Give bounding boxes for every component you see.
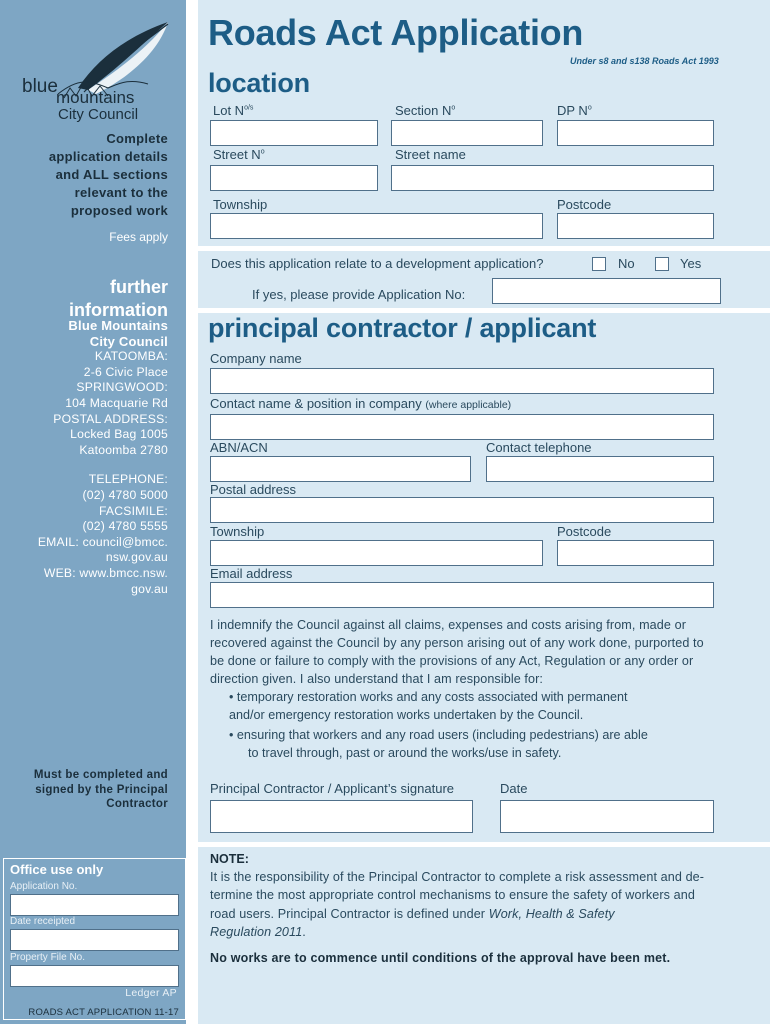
date-field[interactable] xyxy=(500,800,714,833)
must-complete-note xyxy=(3,768,168,812)
logo-line-2: mountains xyxy=(56,88,135,107)
da-app-no-label: If yes, please provide Application No: xyxy=(252,287,466,302)
note-text-part: road users. Principal Contractor is defined under xyxy=(210,906,489,921)
section-label xyxy=(395,103,455,118)
abn-field[interactable] xyxy=(210,456,471,482)
address-line: Locked Bag 1005 xyxy=(70,427,168,442)
bullet-line: and/or emergency restoration works undertaken by the Council. xyxy=(229,708,584,722)
contact-line: WEB: www.bmcc.nsw. xyxy=(43,565,168,580)
bullet-line: to travel through, past or around the works/use in safety. xyxy=(248,746,562,760)
lot-label-text: Lot N xyxy=(213,103,245,118)
dp-label xyxy=(557,103,592,118)
email-label: Email address xyxy=(210,566,293,581)
note-heading: NOTE: xyxy=(210,852,249,866)
address-line: SPRINGWOOD: xyxy=(76,380,168,395)
office-property-file-field[interactable] xyxy=(10,965,179,987)
date-receipted-label: Date receipted xyxy=(10,916,76,927)
telephone-label: Contact telephone xyxy=(486,440,592,455)
note-text-part: . xyxy=(302,924,306,939)
council-name: Blue Mountains xyxy=(68,318,168,333)
paragraph-line: I indemnify the Council against all claims, expenses and costs arising from, made or xyxy=(210,618,686,632)
heading-line: information xyxy=(69,300,168,320)
township-field[interactable] xyxy=(210,213,543,239)
property-file-label: Property File No. xyxy=(10,952,86,963)
section-label-sup: o xyxy=(451,104,456,112)
lot-label xyxy=(213,103,253,118)
contact-name-field[interactable] xyxy=(210,414,714,440)
instruction-line: application details xyxy=(48,149,168,164)
section-divider xyxy=(198,246,770,251)
note-text xyxy=(210,868,740,941)
contact-name-label-text: Contact name & position in company xyxy=(210,396,422,411)
note-regulation-ref: Regulation 2011 xyxy=(210,924,303,939)
contact-line: EMAIL: council@bmcc. xyxy=(37,534,168,549)
date-label: Date xyxy=(500,781,528,796)
address-line: Katoomba 2780 xyxy=(79,442,168,457)
note-line: termine the most appropriate control mechanisms to ensure the safety of workers and xyxy=(210,888,695,903)
form-code: ROADS ACT APPLICATION 11-17 xyxy=(28,1007,179,1018)
contact-line: TELEPHONE: xyxy=(88,472,168,487)
bullet-restoration xyxy=(229,688,628,724)
dp-label-text: DP N xyxy=(557,103,588,118)
contractor-heading: principal contractor / applicant xyxy=(208,313,597,343)
application-no-label: Application No. xyxy=(10,881,78,892)
address-line: 104 Macquarie Rd xyxy=(65,395,168,410)
contact-line: (02) 4780 5000 xyxy=(82,487,168,502)
contractor-township-field[interactable] xyxy=(210,540,543,566)
contractor-postcode-field[interactable] xyxy=(557,540,714,566)
section-label-text: Section N xyxy=(395,103,452,118)
note-line: It is the responsibility of the Principal Contractor to complete a risk assessment and de- xyxy=(210,870,705,884)
section-field[interactable] xyxy=(391,120,543,146)
signature-label: Principal Contractor / Applicant’s signature xyxy=(210,781,454,796)
da-app-no-field[interactable] xyxy=(492,278,721,304)
instruction-line: relevant to the xyxy=(74,185,168,200)
contact-line: nsw.gov.au xyxy=(105,550,168,565)
logo-line-3: City Council xyxy=(58,106,139,123)
paragraph-line: recovered against the Council by any person arising out of any work done, purported to xyxy=(210,636,704,650)
township-label: Township xyxy=(213,197,268,212)
street-no-field[interactable] xyxy=(210,165,378,191)
lot-label-sup: o/s xyxy=(244,104,254,112)
street-no-label-text: Street N xyxy=(213,147,261,162)
postcode-field[interactable] xyxy=(557,213,714,239)
street-name-field[interactable] xyxy=(391,165,714,191)
street-no-label-sup: o xyxy=(260,148,265,156)
page-subtitle: Under s8 and s138 Roads Act 1993 xyxy=(570,56,719,66)
note-regulation-ref: Work, Health & Safety xyxy=(488,906,615,921)
office-use-title: Office use only xyxy=(10,862,104,877)
council-wordmark xyxy=(22,78,138,123)
signature-field[interactable] xyxy=(210,800,473,833)
bullet-line: • temporary restoration works and any costs associated with permanent xyxy=(229,690,628,704)
paragraph-line: direction given. I also understand that I am responsible for: xyxy=(210,672,544,686)
heading-line: further xyxy=(110,277,168,297)
further-information-heading xyxy=(69,276,168,322)
da-yes-checkbox[interactable] xyxy=(655,257,669,271)
bullet-safety xyxy=(229,726,648,762)
indemnity-paragraph xyxy=(210,616,740,688)
contractor-postcode-label: Postcode xyxy=(557,524,612,539)
complete-instructions xyxy=(8,130,168,220)
postal-address-label: Postal address xyxy=(210,482,296,497)
note-line: Must be completed and xyxy=(33,769,168,781)
fees-apply: Fees apply xyxy=(109,230,168,244)
address-line: 2-6 Civic Place xyxy=(83,364,168,379)
contact-line: (02) 4780 5555 xyxy=(82,519,168,534)
contact-name-note: (where applicable) xyxy=(425,399,512,411)
note-line xyxy=(210,923,740,941)
works-warning: No works are to commence until conditions of the approval have been met. xyxy=(210,951,671,965)
note-line xyxy=(210,905,740,923)
paragraph-line: be done or failure to comply with the provisions of any Act, Regulation or any order or xyxy=(210,654,694,668)
instruction-line: proposed work xyxy=(70,203,168,218)
office-application-no-field[interactable] xyxy=(10,894,179,916)
council-name: City Council xyxy=(89,333,168,349)
dp-field[interactable] xyxy=(557,120,714,146)
lot-field[interactable] xyxy=(210,120,378,146)
note-line: signed by the Principal xyxy=(35,783,168,796)
dp-label-sup: o xyxy=(587,104,592,112)
abn-label: ABN/ACN xyxy=(210,440,268,455)
da-no-checkbox[interactable] xyxy=(592,257,606,271)
contact-line: FACSIMILE: xyxy=(98,503,168,518)
contact-name-label xyxy=(210,396,511,411)
office-date-receipted-field[interactable] xyxy=(10,929,179,951)
da-question: Does this application relate to a development application? xyxy=(211,256,544,271)
street-name-label: Street name xyxy=(395,147,466,162)
logo-line-1: blue xyxy=(22,76,58,97)
contact-line: gov.au xyxy=(131,581,168,596)
postcode-label: Postcode xyxy=(557,197,612,212)
email-field[interactable] xyxy=(210,582,714,608)
ledger-label: Ledger AP xyxy=(125,987,177,999)
telephone-field[interactable] xyxy=(486,456,714,482)
company-name-label: Company name xyxy=(210,351,302,366)
note-line: Contractor xyxy=(106,798,168,810)
contractor-township-label: Township xyxy=(210,524,265,539)
address-line: POSTAL ADDRESS: xyxy=(53,411,168,426)
street-no-label xyxy=(213,147,265,162)
address-line: KATOOMBA: xyxy=(94,349,168,364)
page-title: Roads Act Application xyxy=(208,12,584,53)
da-no-label: No xyxy=(618,256,635,271)
da-yes-label: Yes xyxy=(680,256,702,271)
section-divider xyxy=(198,842,770,847)
office-use-panel xyxy=(3,858,186,1020)
instruction-line: and ALL sections xyxy=(55,167,168,182)
council-contact-details xyxy=(0,318,168,597)
location-heading: location xyxy=(208,68,310,98)
company-name-field[interactable] xyxy=(210,368,714,394)
postal-address-field[interactable] xyxy=(210,497,714,523)
bullet-line: • ensuring that workers and any road users (including pedestrians) are able xyxy=(229,728,648,742)
sidebar xyxy=(0,0,186,1024)
instruction-line: Complete xyxy=(106,131,168,146)
